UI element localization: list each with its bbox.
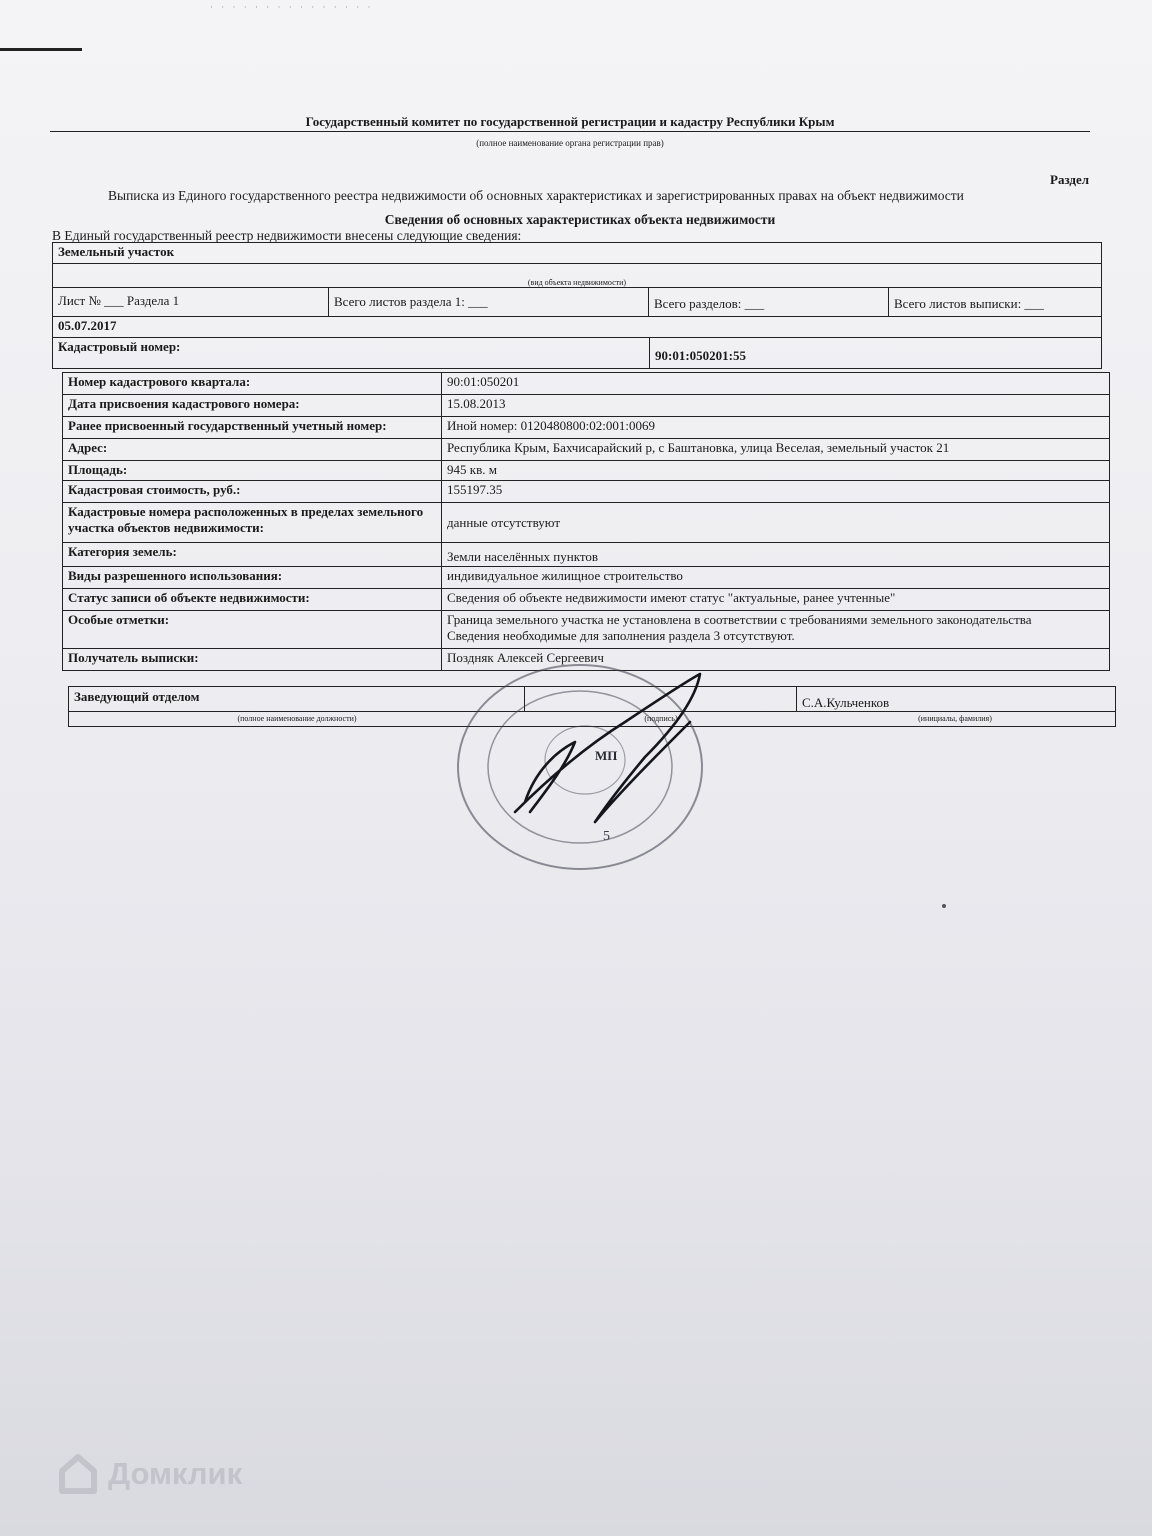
top-edge-line [0,48,82,51]
date-row [53,317,1101,338]
special-note-1: Граница земельного участка не установлена в соответствии с требованиями земельного законодательства [447,612,1032,627]
detail-label: Особые отметки: [63,611,442,649]
table-row [63,589,1110,611]
table-row [63,481,1110,503]
detail-value: данные отсутствуют [442,503,1110,543]
org-underline [50,131,1090,132]
detail-label: Категория земель: [63,543,442,567]
position-caption: (полное наименование должности) [237,714,357,723]
detail-value: Иной номер: 0120480800:02:001:0069 [442,417,1110,439]
detail-value [442,611,1110,649]
object-type: Земельный участок [53,243,1101,264]
watermark-text: Домклик [108,1456,243,1491]
special-note-2: Сведения необходимые для заполнения раздела 3 отсутствуют. [447,628,795,643]
table-row [63,439,1110,461]
sheet-number: Лист № ___ Раздела 1 [53,288,329,316]
table-row [63,611,1110,649]
detail-value: 90:01:050201 [442,373,1110,395]
sheets-row [53,288,1101,317]
detail-label: Номер кадастрового квартала: [63,373,442,395]
official-stamp [455,662,720,877]
detail-label: Дата присвоения кадастрового номера: [63,395,442,417]
header-form [52,242,1102,369]
stamp-mark: МП [595,748,618,763]
detail-value: 15.08.2013 [442,395,1110,417]
detail-value: индивидуальное жилищное строительство [442,567,1110,589]
ink-speck [942,904,946,908]
detail-label: Ранее присвоенный государственный учетный номер: [63,417,442,439]
details-table [62,372,1110,671]
section-label: Раздел [1050,172,1090,187]
signer-name: С.А.Кульченков [802,695,890,710]
detail-value: Поздняк Алексей Сергеевич [442,649,1110,671]
cadastral-row [53,338,1101,368]
detail-label: Площадь: [63,461,442,481]
table-row [63,543,1110,567]
top-faded-marks: · · · · · · · · · · · · · · · [210,2,374,12]
intro-text: В Единый государственный реестр недвижимости внесены следующие сведения: [52,228,522,243]
detail-label: Адрес: [63,439,442,461]
extract-date: 05.07.2017 [58,318,117,333]
table-row [63,395,1110,417]
detail-label: Виды разрешенного использования: [63,567,442,589]
detail-label: Статус записи об объекте недвижимости: [63,589,442,611]
cadastral-number: 90:01:050201:55 [649,338,1099,368]
detail-label: Кадастровые номера расположенных в пределах земельного участка объектов недвижимости: [63,503,442,543]
signature-caption: (подпись) [644,714,678,723]
document-title: Выписка из Единого государственного реестра недвижимости об основных характеристиках и зарегистрированных правах на объект недвижимости [108,188,964,203]
total-sheets-extract: Всего листов выписки: ___ [894,296,1044,311]
detail-value: Республика Крым, Бахчисарайский р, с Баштановка, улица Веселая, земельный участок 21 [442,439,1110,461]
detail-label: Получатель выписки: [63,649,442,671]
table-row [63,461,1110,481]
total-sheets-section: Всего листов раздела 1: ___ [329,288,649,316]
name-caption: (инициалы, фамилия) [918,714,992,723]
house-icon [58,1453,98,1495]
detail-value: Земли населённых пунктов [442,543,1110,567]
table-row [63,503,1110,543]
org-name: Государственный комитет по государственной регистрации и кадастру Республики Крым [305,114,835,129]
cadastral-label: Кадастровый номер: [58,339,181,354]
table-row [63,373,1110,395]
watermark-logo [58,1452,242,1496]
detail-value: Сведения об объекте недвижимости имеют статус "актуальные, ранее учтенные" [442,589,1110,611]
table-row [63,567,1110,589]
object-type-caption: (вид объекта недвижимости) [527,278,627,287]
org-caption: (полное наименование органа регистрации прав) [476,138,664,148]
total-sections: Всего разделов: ___ [649,288,889,316]
signer-position: Заведующий отделом [69,687,525,711]
detail-value: 945 кв. м [442,461,1110,481]
detail-value: 155197.35 [442,481,1110,503]
detail-label: Кадастровая стоимость, руб.: [63,481,442,503]
table-row [63,417,1110,439]
stamp-number: 5 [603,829,610,844]
object-type-row [53,243,1101,288]
document-subtitle: Сведения об основных характеристиках объекта недвижимости [384,212,776,227]
